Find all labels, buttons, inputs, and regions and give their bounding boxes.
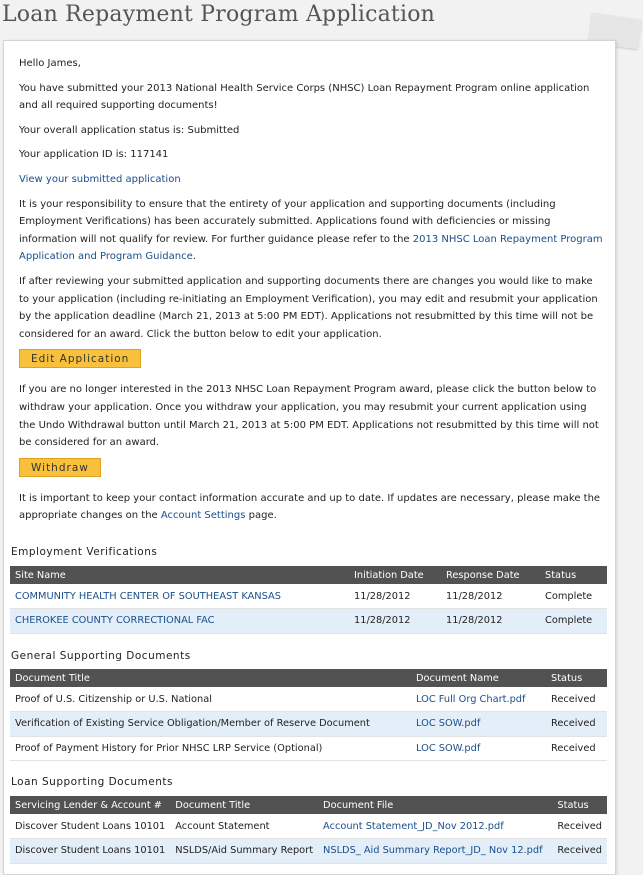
document-name-link[interactable]: LOC Full Org Chart.pdf [416,693,526,705]
column-header: Document File [318,796,552,814]
column-header: Document Title [10,669,411,687]
table-row [10,584,607,609]
response-date: 11/28/2012 [441,584,540,609]
table-row [10,814,607,839]
document-name-link[interactable]: LOC SOW.pdf [416,742,481,754]
withdraw-text: If you are no longer interested in the 2013 NHSC Loan Repayment Program award, please click the button below to withdraw your application. Once you withdraw your application, you may resubmit your current application using the Undo Withdrawal button until March 21, 2013 at 5:00 PM EDT. Applications not resubmitted by this time will not be considered for an award. [19,384,599,449]
column-header: Document Name [411,669,546,687]
initiation-date: 11/28/2012 [349,584,441,609]
site-name-link[interactable]: COMMUNITY HEALTH CENTER OF SOUTHEAST KANSAS [15,590,281,602]
general-docs-table [10,669,607,761]
response-date: 11/28/2012 [441,609,540,634]
table-row [10,712,607,737]
lender-account: Discover Student Loans 10101 [10,814,170,839]
document-title: Proof of Payment History for Prior NHSC LRP Service (Optional) [10,736,411,761]
table-row [10,839,607,864]
message-content [19,55,604,525]
employment-section-title: Employment Verifications [11,546,158,558]
column-header: Site Name [10,566,349,584]
column-header: Initiation Date [349,566,441,584]
contact-body: It is important to keep your contact information accurate and up to date. If updates are necessary, please make the appropriate changes on the [19,492,601,522]
column-header: Status [540,566,607,584]
account-settings-link[interactable]: Account Settings [160,510,246,522]
site-name-link[interactable]: CHEROKEE COUNTY CORRECTIONAL FAC [15,615,215,627]
document-file-link[interactable]: NSLDS_ Aid Summary Report_JD_ Nov 12.pdf [323,845,543,857]
document-file-link[interactable]: Account Statement_JD_Nov 2012.pdf [323,820,504,832]
withdraw-button[interactable]: Withdraw [19,458,101,477]
view-application-link[interactable]: View your submitted application [19,173,181,185]
column-header: Servicing Lender & Account # [10,796,170,814]
document-title: Proof of U.S. Citizenship or U.S. National [10,687,411,712]
status-cell: Complete [540,609,607,634]
status-cell: Received [546,736,607,761]
loan-docs-section-title: Loan Supporting Documents [11,776,173,788]
guidance-link[interactable]: 2013 NHSC Loan Repayment Program Application and Program Guidance [19,233,603,263]
column-header: Status [546,669,607,687]
greeting: Hello James, [19,58,81,69]
loan-docs-table [10,796,607,864]
column-header: Document Title [170,796,318,814]
initiation-date: 11/28/2012 [349,609,441,634]
table-row [10,687,607,712]
contact-end: page. [245,510,277,522]
edit-application-button[interactable]: Edit Application [19,349,141,368]
document-title: NSLDS/Aid Summary Report [170,839,318,864]
status-cell: Complete [540,584,607,609]
edit-text: If after reviewing your submitted application and supporting documents there are changes you would like to make to your application (including re-initiating an Employment Verification), you may edit and resubmit your application by the application deadline (March 21, 2013 at 5:00 PM EDT). Applications not resubmitted by this time will not be considered for an award. Click the button below to edit your application. [19,275,598,340]
employment-table [10,566,607,634]
document-title: Verification of Existing Service Obligation/Member of Reserve Document [10,712,411,737]
document-name-link[interactable]: LOC SOW.pdf [416,718,481,730]
page-title: Loan Repayment Program Application [2,2,436,27]
lender-account: Discover Student Loans 10101 [10,839,170,864]
status-line: Your overall application status is: Submitted [19,124,240,136]
table-row [10,736,607,761]
table-header-row [10,669,607,687]
application-id: Your application ID is: 117141 [19,149,169,161]
responsibility-body: It is your responsibility to ensure that the entirety of your application and supporting documents (including Employment Verifications) has been accurately submitted. Applications found with deficiencies or missing information will not qualify for review. For further guidance please refer to the [19,198,556,245]
view-link-row [19,171,604,189]
table-header-row [10,566,607,584]
responsibility-text [19,196,604,266]
table-header-row [10,796,607,814]
status-cell: Received [546,712,607,737]
general-docs-section-title: General Supporting Documents [11,650,191,662]
column-header: Response Date [441,566,540,584]
document-title: Account Statement [170,814,318,839]
intro-text: You have submitted your 2013 National Health Service Corps (NHSC) Loan Repayment Program online application and all required supporting documents! [19,82,590,112]
table-row [10,609,607,634]
status-cell: Received [546,687,607,712]
status-cell: Received [552,814,607,839]
contact-text [19,490,604,525]
responsibility-period: . [192,251,196,263]
column-header: Status [552,796,607,814]
status-cell: Received [552,839,607,864]
